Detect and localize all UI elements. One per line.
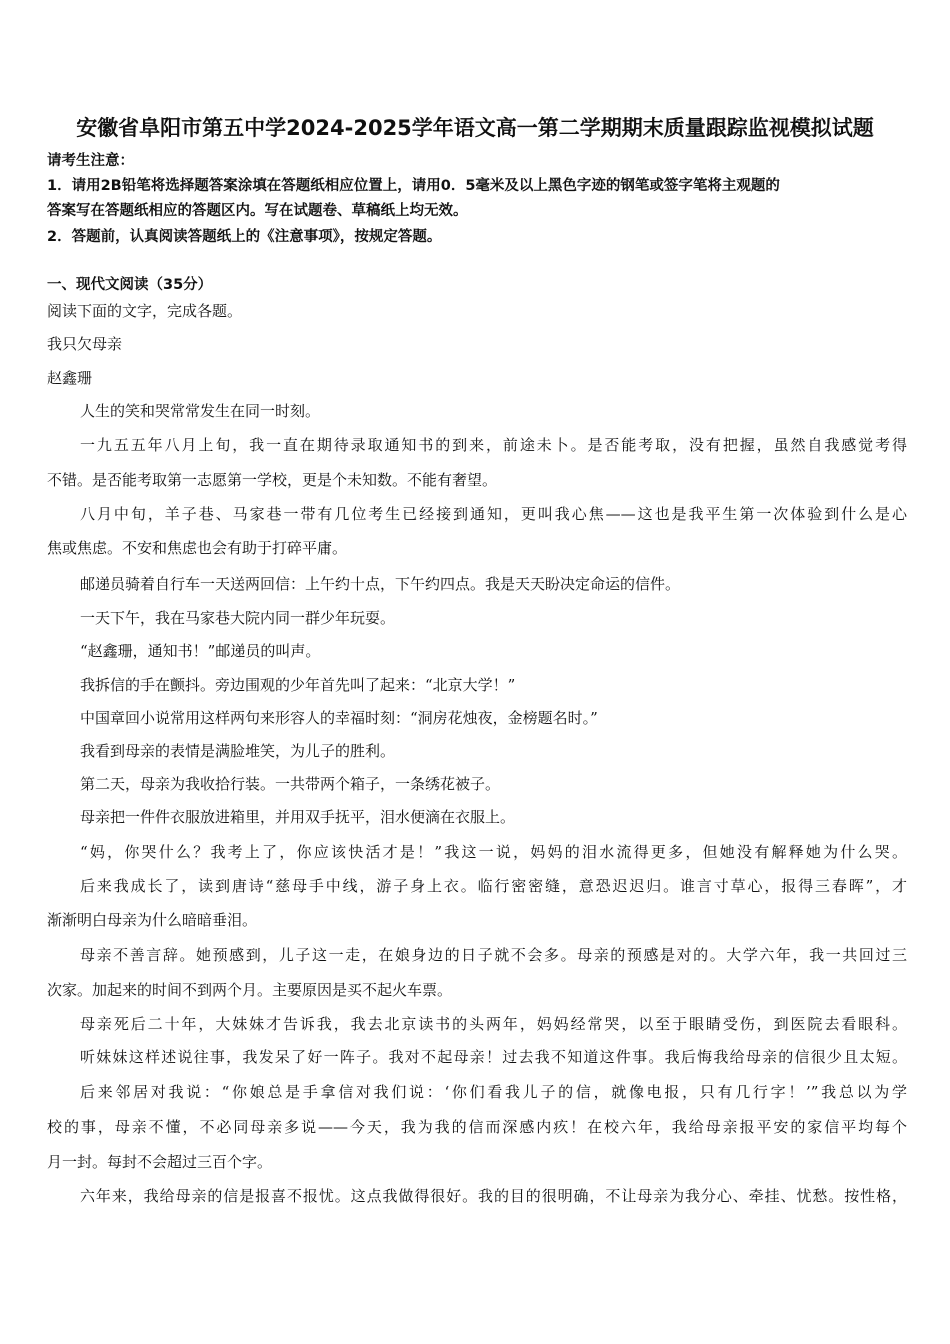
notice-item-1: 1．请用2B铅笔将选择题答案涂填在答题纸相应位置上，请用0．5毫米及以上黑色字迹的钢笔或签字笔将主观题的 <box>47 178 780 194</box>
text-line: “妈，你哭什么？我考上了，你应该快活才是！”我这一说，妈妈的泪水流得更多，但她没有解释她为什么哭。 <box>80 843 907 861</box>
exam-title: 安徽省阜阳市第五中学2024-2025学年语文高一第二学期期末质量跟踪监视模拟试题 <box>76 116 874 140</box>
text-line: 第二天，母亲为我收拾行装。一共带两个箱子，一条绣花被子。 <box>80 775 501 793</box>
notice-item-2: 2．答题前，认真阅读答题纸上的《注意事项》，按规定答题。 <box>47 229 442 245</box>
text-line: 渐渐明白母亲为什么暗暗垂泪。 <box>47 911 258 929</box>
text-line: 母亲把一件件衣服放进箱里，并用双手抚平，泪水便滴在衣服上。 <box>80 808 516 826</box>
text-line: 次家。加起来的时间不到两个月。主要原因是买不起火车票。 <box>47 981 453 999</box>
text-line: 月一封。每封不会超过三百个字。 <box>47 1153 273 1171</box>
section-instruction: 阅读下面的文字，完成各题。 <box>47 302 243 320</box>
text-line: 六年来，我给母亲的信是报喜不报忧。这点我做得很好。我的目的很明确，不让母亲为我分心、牵挂、忧愁。按性格， <box>80 1187 907 1205</box>
text-line: 听妹妹这样述说往事，我发呆了好一阵子。我对不起母亲！过去我不知道这件事。我后悔我给母亲的信很少且太短。 <box>80 1048 907 1066</box>
text-line: 焦或焦虑。不安和焦虑也会有助于打碎平庸。 <box>47 539 348 557</box>
text-line: 邮递员骑着自行车一天送两回信：上午约十点，下午约四点。我是天天盼决定命运的信件。 <box>80 575 681 593</box>
text-line: 中国章回小说常用这样两句来形容人的幸福时刻：“洞房花烛夜，金榜题名时。” <box>80 709 598 727</box>
text-line: 不错。是否能考取第一志愿第一学校，更是个未知数。不能有奢望。 <box>47 471 498 489</box>
text-line: “赵鑫珊，通知书！”邮递员的叫声。 <box>80 642 321 660</box>
text-line: 母亲不善言辞。她预感到，儿子这一走，在娘身边的日子就不会多。母亲的预感是对的。大学六年，我一共回过三 <box>80 946 907 964</box>
text-line: 母亲死后二十年，大妹妹才告诉我，我去北京读书的头两年，妈妈经常哭，以至于眼睛受伤，到医院去看眼科。 <box>80 1015 907 1033</box>
section-heading: 一、现代文阅读（35分） <box>47 277 213 293</box>
text-line: 我看到母亲的表情是满脸堆笑，为儿子的胜利。 <box>80 742 396 760</box>
text-line: 后来邻居对我说：“你娘总是手拿信对我们说：‘你们看我儿子的信，就像电报，只有几行字！’”我总以为学 <box>80 1083 907 1101</box>
text-line: 后来我成长了，读到唐诗“慈母手中线，游子身上衣。临行密密缝，意恐迟迟归。谁言寸草心，报得三春晖”，才 <box>80 877 907 895</box>
text-line: 人生的笑和哭常常发生在同一时刻。 <box>80 402 321 420</box>
text-line: 我拆信的手在颤抖。旁边围观的少年首先叫了起来：“北京大学！” <box>80 676 516 694</box>
text-line: 八月中旬，羊子巷、马家巷一带有几位考生已经接到通知，更叫我心焦——这也是我平生第一次体验到什么是心 <box>80 505 907 523</box>
article-author: 赵鑫珊 <box>47 369 93 387</box>
notice-item-1-cont: 答案写在答题纸相应的答题区内。写在试题卷、草稿纸上均无效。 <box>47 203 468 219</box>
text-line: 校的事，母亲不懂，不必同母亲多说——今天，我为我的信而深感内疚！在校六年，我给母亲报平安的家信平均每个 <box>47 1118 907 1136</box>
article-title: 我只欠母亲 <box>47 335 123 353</box>
notice-heading: 请考生注意： <box>47 153 134 169</box>
text-line: 一九五五年八月上旬，我一直在期待录取通知书的到来，前途未卜。是否能考取，没有把握，虽然自我感觉考得 <box>80 436 907 454</box>
text-line: 一天下午，我在马家巷大院内同一群少年玩耍。 <box>80 609 396 627</box>
